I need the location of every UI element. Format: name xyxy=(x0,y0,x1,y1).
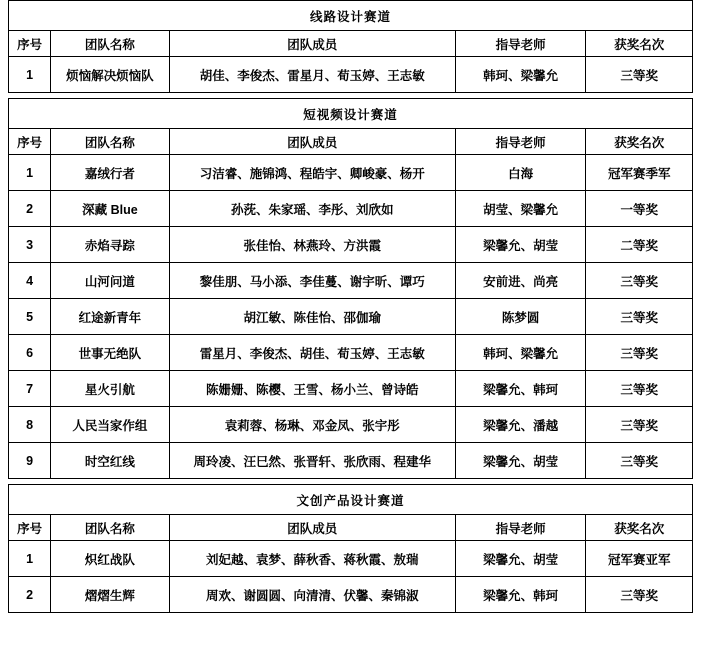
table-row xyxy=(9,371,693,407)
cell-col-index: 9 xyxy=(9,443,51,479)
cell-col-advisor: 胡莹、梁馨允 xyxy=(455,191,586,227)
column-header-col-team-name: 团队名称 xyxy=(51,31,170,57)
cell-col-index: 7 xyxy=(9,371,51,407)
column-header-col-index: 序号 xyxy=(9,129,51,155)
cell-col-index: 5 xyxy=(9,299,51,335)
cell-col-team-name: 星火引航 xyxy=(51,371,170,407)
cell-col-index: 1 xyxy=(9,541,51,577)
cell-col-advisor: 梁馨允、韩珂 xyxy=(455,577,586,613)
table-row xyxy=(9,263,693,299)
cell-col-team-name: 人民当家作组 xyxy=(51,407,170,443)
column-header-col-team-members: 团队成员 xyxy=(169,31,455,57)
column-header-col-team-members: 团队成员 xyxy=(169,129,455,155)
cell-col-team-name: 熠熠生辉 xyxy=(51,577,170,613)
column-header-col-award: 获奖名次 xyxy=(586,31,693,57)
column-header-col-team-members: 团队成员 xyxy=(169,515,455,541)
cell-col-team-name: 红途新青年 xyxy=(51,299,170,335)
award-table xyxy=(8,98,693,479)
table-header-row xyxy=(9,31,693,57)
cell-col-advisor: 梁馨允、胡莹 xyxy=(455,227,586,263)
cell-col-award: 三等奖 xyxy=(586,299,693,335)
column-header-col-team-name: 团队名称 xyxy=(51,515,170,541)
cell-col-team-members: 周玲凌、汪巳然、张晋轩、张欣雨、程建华 xyxy=(169,443,455,479)
cell-col-index: 1 xyxy=(9,155,51,191)
cell-col-team-members: 习洁睿、施锦鸿、程皓宇、卿峻豪、杨开 xyxy=(169,155,455,191)
cell-col-advisor: 梁馨允、胡莹 xyxy=(455,443,586,479)
cell-col-team-name: 深藏 Blue xyxy=(51,191,170,227)
cell-col-team-members: 张佳怡、林燕玲、方洪霞 xyxy=(169,227,455,263)
cell-col-award: 冠军赛季军 xyxy=(586,155,693,191)
award-table xyxy=(8,0,693,93)
cell-col-team-members: 周欢、谢圆圆、向清清、伏馨、秦锦淑 xyxy=(169,577,455,613)
column-header-col-advisor: 指导老师 xyxy=(455,515,586,541)
cell-col-advisor: 梁馨允、潘越 xyxy=(455,407,586,443)
table-header-row xyxy=(9,129,693,155)
cell-col-award: 三等奖 xyxy=(586,371,693,407)
table-row xyxy=(9,299,693,335)
cell-col-advisor: 韩珂、梁馨允 xyxy=(455,335,586,371)
section-title: 线路设计赛道 xyxy=(9,1,693,31)
cell-col-index: 2 xyxy=(9,577,51,613)
cell-col-team-name: 烦恼解决烦恼队 xyxy=(51,57,170,93)
table-header-row xyxy=(9,515,693,541)
cell-col-award: 三等奖 xyxy=(586,577,693,613)
cell-col-team-name: 山河问道 xyxy=(51,263,170,299)
table-row xyxy=(9,227,693,263)
cell-col-advisor: 梁馨允、韩珂 xyxy=(455,371,586,407)
table-row xyxy=(9,443,693,479)
cell-col-team-members: 胡佳、李俊杰、雷星月、荀玉婷、王志敏 xyxy=(169,57,455,93)
column-header-col-advisor: 指导老师 xyxy=(455,129,586,155)
cell-col-index: 6 xyxy=(9,335,51,371)
column-header-col-team-name: 团队名称 xyxy=(51,129,170,155)
cell-col-team-name: 嘉绒行者 xyxy=(51,155,170,191)
cell-col-award: 三等奖 xyxy=(586,57,693,93)
cell-col-team-members: 陈姗姗、陈樱、王雪、杨小兰、曾诗皓 xyxy=(169,371,455,407)
table-row xyxy=(9,191,693,227)
award-table xyxy=(8,484,693,613)
cell-col-team-members: 胡江敏、陈佳怡、邵伽瑜 xyxy=(169,299,455,335)
table-row xyxy=(9,541,693,577)
cell-col-award: 二等奖 xyxy=(586,227,693,263)
cell-col-index: 2 xyxy=(9,191,51,227)
column-header-col-index: 序号 xyxy=(9,515,51,541)
cell-col-award: 三等奖 xyxy=(586,443,693,479)
cell-col-index: 4 xyxy=(9,263,51,299)
cell-col-advisor: 韩珂、梁馨允 xyxy=(455,57,586,93)
table-row xyxy=(9,577,693,613)
section-title: 短视频设计赛道 xyxy=(9,99,693,129)
table-row xyxy=(9,155,693,191)
cell-col-team-members: 刘妃越、袁梦、薛秋香、蒋秋霞、敖瑞 xyxy=(169,541,455,577)
column-header-col-advisor: 指导老师 xyxy=(455,31,586,57)
cell-col-award: 一等奖 xyxy=(586,191,693,227)
column-header-col-award: 获奖名次 xyxy=(586,129,693,155)
table-row xyxy=(9,335,693,371)
cell-col-team-name: 赤焰寻踪 xyxy=(51,227,170,263)
column-header-col-award: 获奖名次 xyxy=(586,515,693,541)
cell-col-team-members: 雷星月、李俊杰、胡佳、荀玉婷、王志敏 xyxy=(169,335,455,371)
section-title: 文创产品设计赛道 xyxy=(9,485,693,515)
cell-col-team-members: 孙莐、朱家瑶、李彤、刘欣如 xyxy=(169,191,455,227)
cell-col-advisor: 白海 xyxy=(455,155,586,191)
section-title-row xyxy=(9,99,693,129)
cell-col-team-members: 袁莉蓉、杨琳、邓金凤、张宇彤 xyxy=(169,407,455,443)
cell-col-award: 三等奖 xyxy=(586,335,693,371)
cell-col-team-members: 黎佳朋、马小添、李佳蔓、谢宇昕、谭巧 xyxy=(169,263,455,299)
section-title-row xyxy=(9,485,693,515)
section-title-row xyxy=(9,1,693,31)
cell-col-team-name: 炽红战队 xyxy=(51,541,170,577)
cell-col-team-name: 时空红线 xyxy=(51,443,170,479)
table-row xyxy=(9,57,693,93)
table-row xyxy=(9,407,693,443)
column-header-col-index: 序号 xyxy=(9,31,51,57)
cell-col-index: 8 xyxy=(9,407,51,443)
cell-col-advisor: 梁馨允、胡莹 xyxy=(455,541,586,577)
cell-col-index: 1 xyxy=(9,57,51,93)
cell-col-award: 三等奖 xyxy=(586,263,693,299)
cell-col-advisor: 安前进、尚亮 xyxy=(455,263,586,299)
cell-col-award: 冠军赛亚军 xyxy=(586,541,693,577)
cell-col-advisor: 陈梦圆 xyxy=(455,299,586,335)
cell-col-team-name: 世事无绝队 xyxy=(51,335,170,371)
award-sections xyxy=(8,0,693,613)
cell-col-index: 3 xyxy=(9,227,51,263)
cell-col-award: 三等奖 xyxy=(586,407,693,443)
